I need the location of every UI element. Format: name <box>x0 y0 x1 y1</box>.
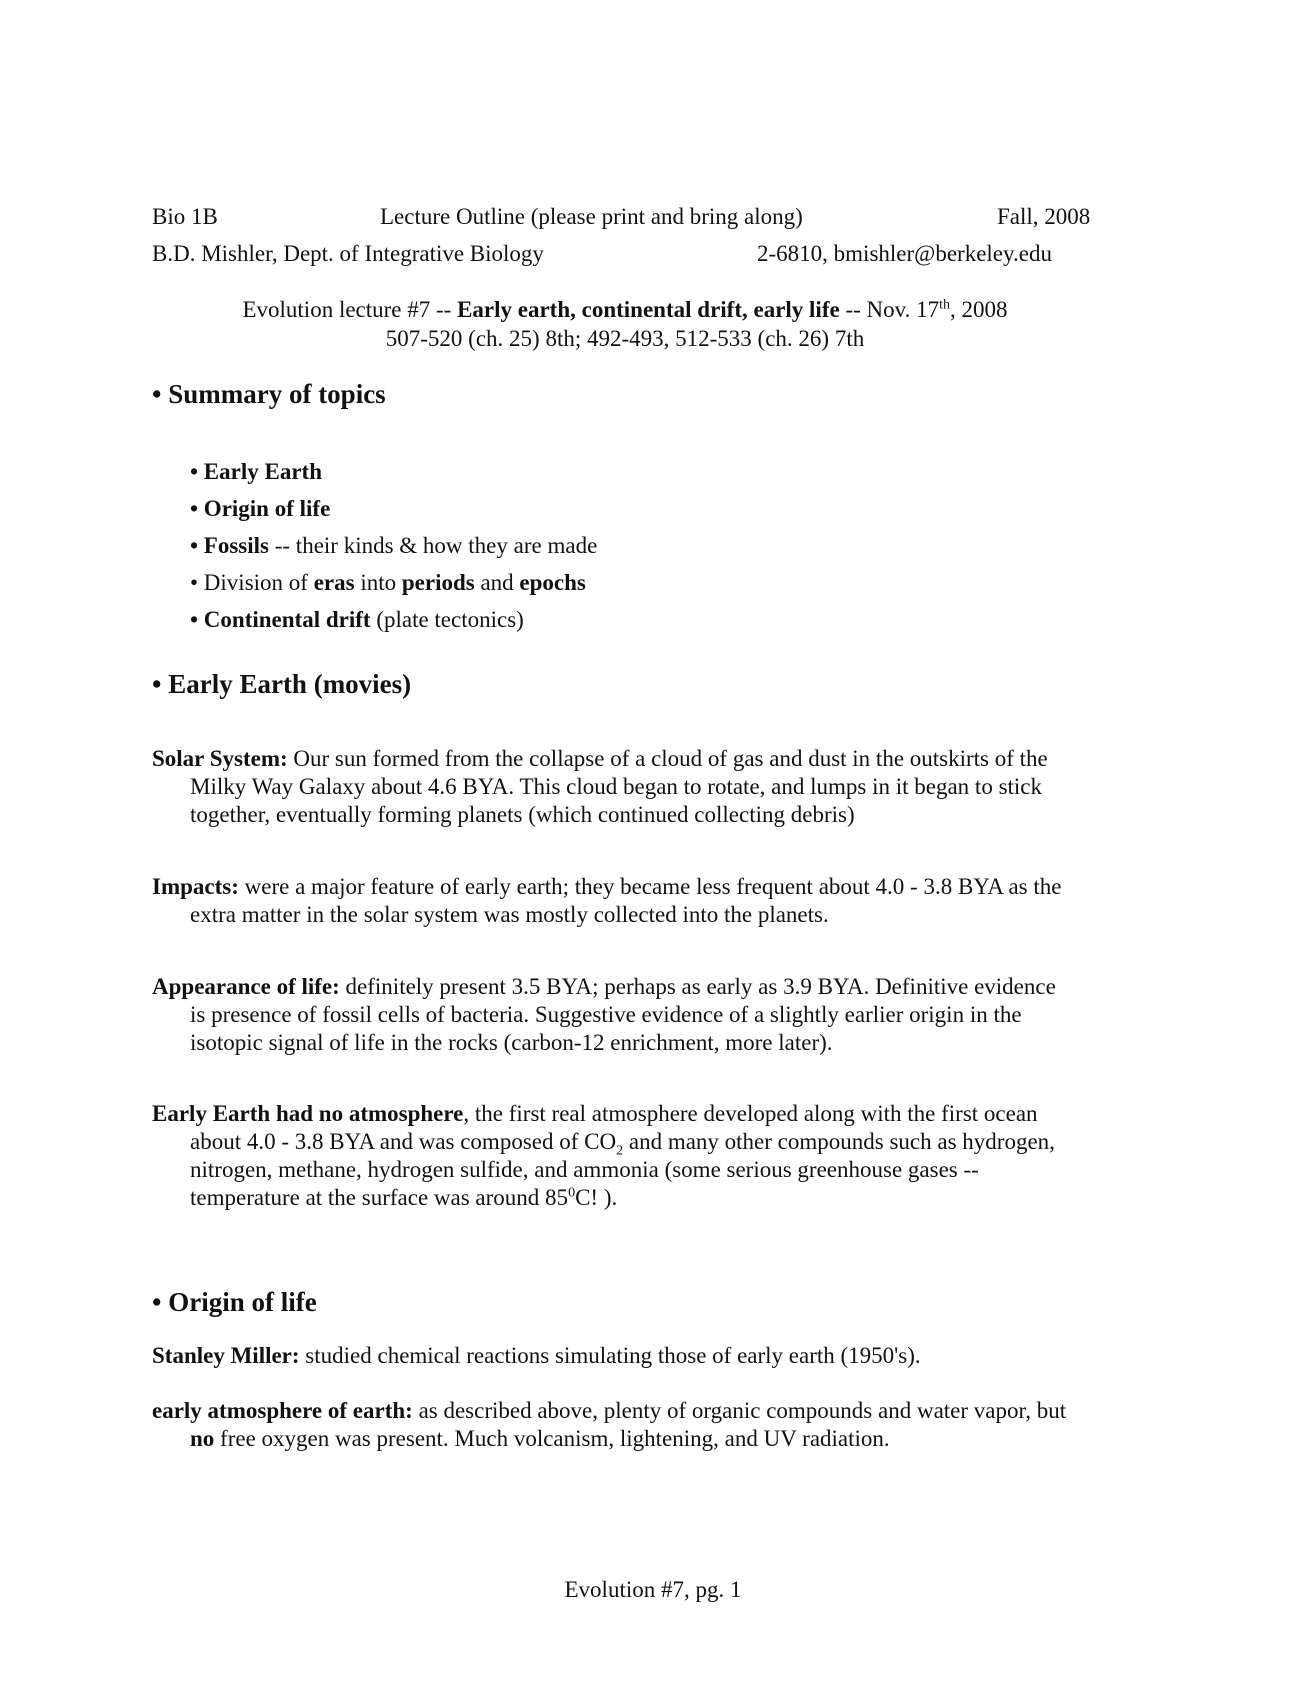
outline-note: Lecture Outline (please print and bring along) <box>380 204 803 229</box>
summary-heading: • Summary of topics <box>152 379 386 409</box>
list-item: • Early Earth <box>190 459 322 484</box>
early-atmosphere-paragraph: early atmosphere of earth: as described above, plenty of organic compounds and water vapor, but no free oxygen was present. Much volcanism, lightening, and UV radiation. <box>152 1398 1067 1451</box>
instructor: B.D. Mishler, Dept. of Integrative Biology <box>152 241 544 266</box>
early-earth-heading: • Early Earth (movies) <box>152 669 412 699</box>
origin-heading: • Origin of life <box>152 1287 317 1317</box>
atmosphere-paragraph: Early Earth had no atmosphere, the first real atmosphere developed along with the first ocean about 4.0 - 3.8 BYA and was composed of $CO_2$ and many other compounds such as hydrogen, nitrogen, methane, hydrogen sulfide, and ammonia (some serious greenhouse gases -- temperature at the surface was around $85^0C$! ). <box>152 1101 1055 1210</box>
term: Fall, 2008 <box>997 204 1091 229</box>
appearance-paragraph: Appearance of life: definitely present 3.5 BYA; perhaps as early as 3.9 BYA. Definitive evidence is presence of fossil cells of bacteria. Suggestive evidence of a slightly earlier origin in the isotopic signal of life in the rocks (carbon-12 enrichment, more later). <box>152 974 1056 1055</box>
impacts-paragraph: Impacts: were a major feature of early earth; they became less frequent about 4.0 - 3.8 BYA as the extra matter in the solar system was mostly collected into the planets. <box>152 874 1062 927</box>
solar-system-paragraph: Solar System: Our sun formed from the collapse of a cloud of gas and dust in the outskirts of the Milky Way Galaxy about 4.6 BYA. This cloud began to rotate, and lumps in it began to stick together, eventually forming planets (which continued collecting debris) <box>152 746 1048 827</box>
reading-pages: 507-520 (ch. 25) 8th; 492-493, 512-533 (ch. 26) 7th <box>385 326 865 351</box>
list-item: • Origin of life <box>190 496 331 521</box>
list-item: • Continental drift (plate tectonics) <box>190 607 524 632</box>
list-item: • Fossils -- their kinds & how they are made <box>190 533 598 558</box>
page-footer: Evolution #7, pg. 1 <box>564 1577 742 1602</box>
lecture-topic: Early earth, continental drift, early life <box>457 297 840 322</box>
list-item: • Division of eras into periods and epochs <box>190 570 586 595</box>
lecture-date: -- Nov. 17 <box>839 297 940 322</box>
date-superscript: th <box>939 297 951 313</box>
miller-paragraph: Stanley Miller: studied chemical reactions simulating those of early earth (1950's). <box>152 1343 921 1368</box>
course-code: Bio 1B <box>152 204 218 229</box>
contact-info: 2-6810, bmishler@berkeley.edu <box>757 241 1052 266</box>
lecture-prefix: Evolution lecture #7 -- <box>242 297 458 322</box>
lecture-title <box>0 296 1250 324</box>
topic-list <box>190 453 597 638</box>
lecture-year: , 2008 <box>950 297 1008 322</box>
